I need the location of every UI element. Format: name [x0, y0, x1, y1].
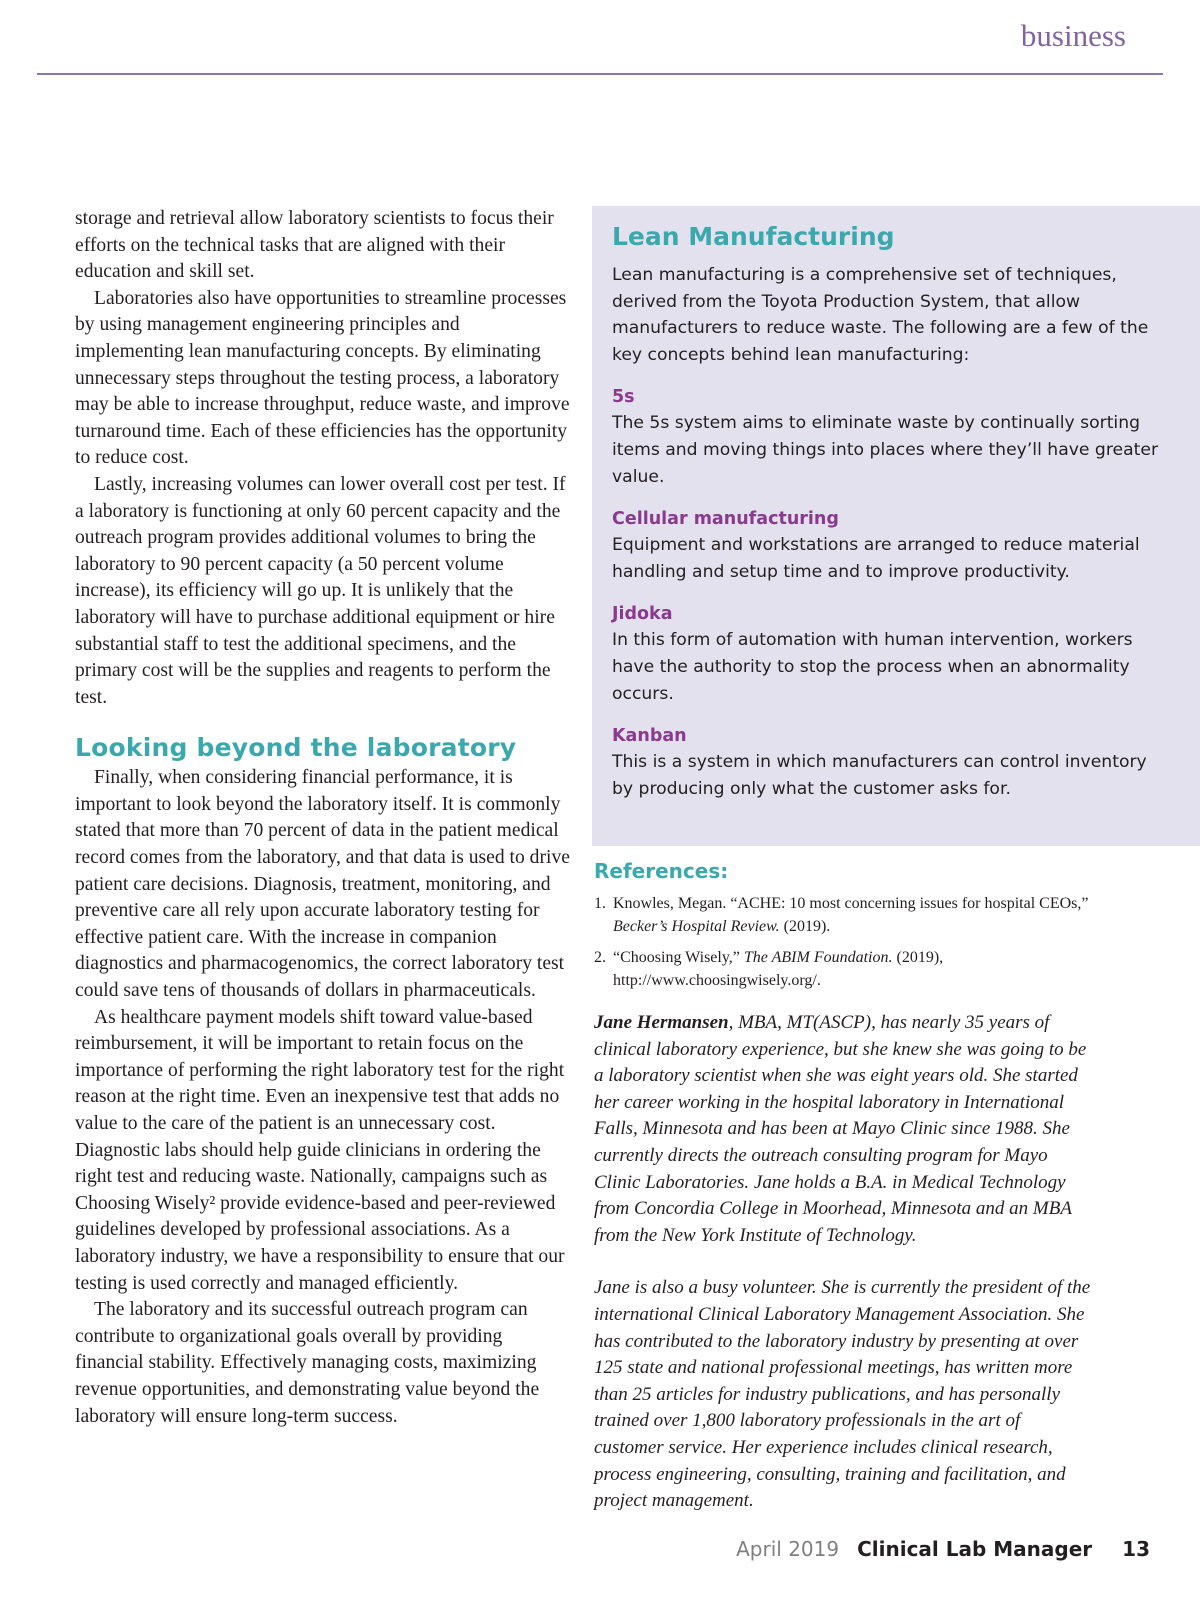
reference-text: “Choosing Wisely,” — [613, 949, 744, 966]
sidebar-term: Cellular manufacturing — [612, 509, 839, 530]
author-name: Jane Hermansen — [594, 1012, 729, 1033]
magazine-title: Clinical Lab Manager — [857, 1537, 1093, 1561]
sidebar-definition: The 5s system aims to eliminate waste by continually sorting items and moving things into places where they’ll have greater value. — [612, 413, 1159, 487]
reference-number: 2. — [594, 949, 606, 966]
reference-text: (2019), http://www.choosingwisely.org/. — [613, 949, 944, 989]
article-paragraph: Lastly, increasing volumes can lower overall cost per test. If a laboratory is functioning at only 60 percent capacity and the outreach program provides additional volumes to bring the laboratory to 90 percent capacity (a 50 percent volume increase), its efficiency will go up. It is unlikely that the laboratory will have to purchase additional equipment or hire substantial staff to test the additional specimens, and the primary cost will be the supplies and reagents to perform the test. — [75, 473, 566, 708]
reference-source: Becker’s Hospital Review. — [613, 918, 780, 935]
section-label: business — [1020, 18, 1126, 53]
article-paragraph: Finally, when considering financial performance, it is important to look beyond the laboratory itself. It is commonly stated that more than 70 percent of data in the patient medical record comes from the laboratory, and that data is used to drive patient care decisions. Diagnosis, treatment, monitoring, and preventive care all rely upon accurate laboratory testing for effective patient care. With the increase in companion diagnostics and pharmacogenomics, the correct laboratory test could save tens of thousands of dollars in pharmaceuticals. — [75, 767, 570, 1002]
reference-item — [594, 946, 1094, 992]
header-rule — [37, 73, 1163, 75]
article-paragraph: Laboratories also have opportunities to streamline processes by using management engineering principles and implementing lean manufacturing concepts. By eliminating unnecessary steps throughout the testing process, a laboratory may be able to increase throughput, reduce waste, and improve turnaround time. Each of these efficiencies has the opportunity to reduce cost. — [75, 287, 570, 469]
references-title: References: — [594, 859, 729, 883]
issue-date: April 2019 — [736, 1537, 840, 1561]
sidebar-intro: Lean manufacturing is a comprehensive set of techniques, derived from the Toyota Production System, that allow manufacturers to reduce waste. The following are a few of the key concepts behind lean manufacturing: — [612, 265, 1149, 365]
sidebar-definition: In this form of automation with human intervention, workers have the authority to stop the process when an abnormality occurs. — [612, 630, 1133, 704]
sidebar-term: Jidoka — [612, 604, 673, 625]
bio-text: , MBA, MT(ASCP), has nearly 35 years of clinical laboratory experience, but she knew she was going to be a laboratory scientist when she was eight years old. She started her career working in the hospital laboratory in International Falls, Minnesota and has been at Mayo Clinic since 1988. She currently directs the outreach consulting program for Mayo Clinic Laboratories. Jane holds a B.A. in Medical Technology from Concordia College in Moorhead, Minnesota and an MBA from the New York Institute of Technology. — [594, 1012, 1087, 1246]
bio-paragraph — [594, 1010, 1094, 1249]
sidebar-term: Kanban — [612, 726, 687, 747]
page-footer — [736, 1537, 1150, 1561]
references-section — [594, 858, 1094, 1000]
bio-paragraph: Jane is also a busy volunteer. She is currently the president of the international Clinical Laboratory Management Association. She has contributed to the laboratory industry by presenting at over 125 state and national professional meetings, has written more than 25 articles for industry publications, and has personally trained over 1,800 laboratory professionals in the art of customer service. Her experience includes clinical research, process engineering, consulting, training and facilitation, and project management. — [594, 1277, 1091, 1512]
article-paragraph: As healthcare payment models shift toward value-based reimbursement, it will be important to retain focus on the importance of performing the right laboratory test for the right reason at the right time. Even an inexpensive test that adds no value to the care of the patient is an unnecessary cost. Diagnostic labs should help guide clinicians in ordering the right test and reducing waste. Nationally, campaigns such as Choosing Wisely² provide evidence-based and peer-reviewed guidelines developed by professional associations. As a laboratory industry, we have a responsibility to ensure that our testing is used correctly and managed efficiently. — [75, 1006, 565, 1294]
article-paragraph: The laboratory and its successful outreach program can contribute to organizational goals overall by providing financial stability. Effectively managing costs, maximizing revenue opportunities, and demonstrating value beyond the laboratory will ensure long-term success. — [75, 1299, 540, 1427]
sidebar-definition: This is a system in which manufacturers can control inventory by producing only what the customer asks for. — [612, 752, 1147, 799]
reference-source: The ABIM Foundation. — [743, 949, 893, 966]
article-paragraph: storage and retrieval allow laboratory scientists to focus their efforts on the technical tasks that are aligned with their education and skill set. — [75, 208, 554, 283]
reference-number: 1. — [594, 895, 606, 912]
section-heading: Looking beyond the laboratory — [75, 733, 517, 763]
main-article-column — [75, 206, 570, 1430]
author-bio — [594, 1010, 1094, 1541]
reference-text: Knowles, Megan. “ACHE: 10 most concerning issues for hospital CEOs,” — [613, 895, 1089, 912]
reference-item — [594, 892, 1094, 938]
reference-text: (2019). — [779, 918, 831, 935]
sidebar-term: 5s — [612, 387, 635, 408]
sidebar-title: Lean Manufacturing — [612, 222, 895, 251]
lean-manufacturing-sidebar — [592, 206, 1200, 846]
page-number: 13 — [1122, 1537, 1150, 1561]
sidebar-definition: Equipment and workstations are arranged to reduce material handling and setup time and to improve productivity. — [612, 535, 1140, 582]
references-list — [594, 892, 1094, 992]
